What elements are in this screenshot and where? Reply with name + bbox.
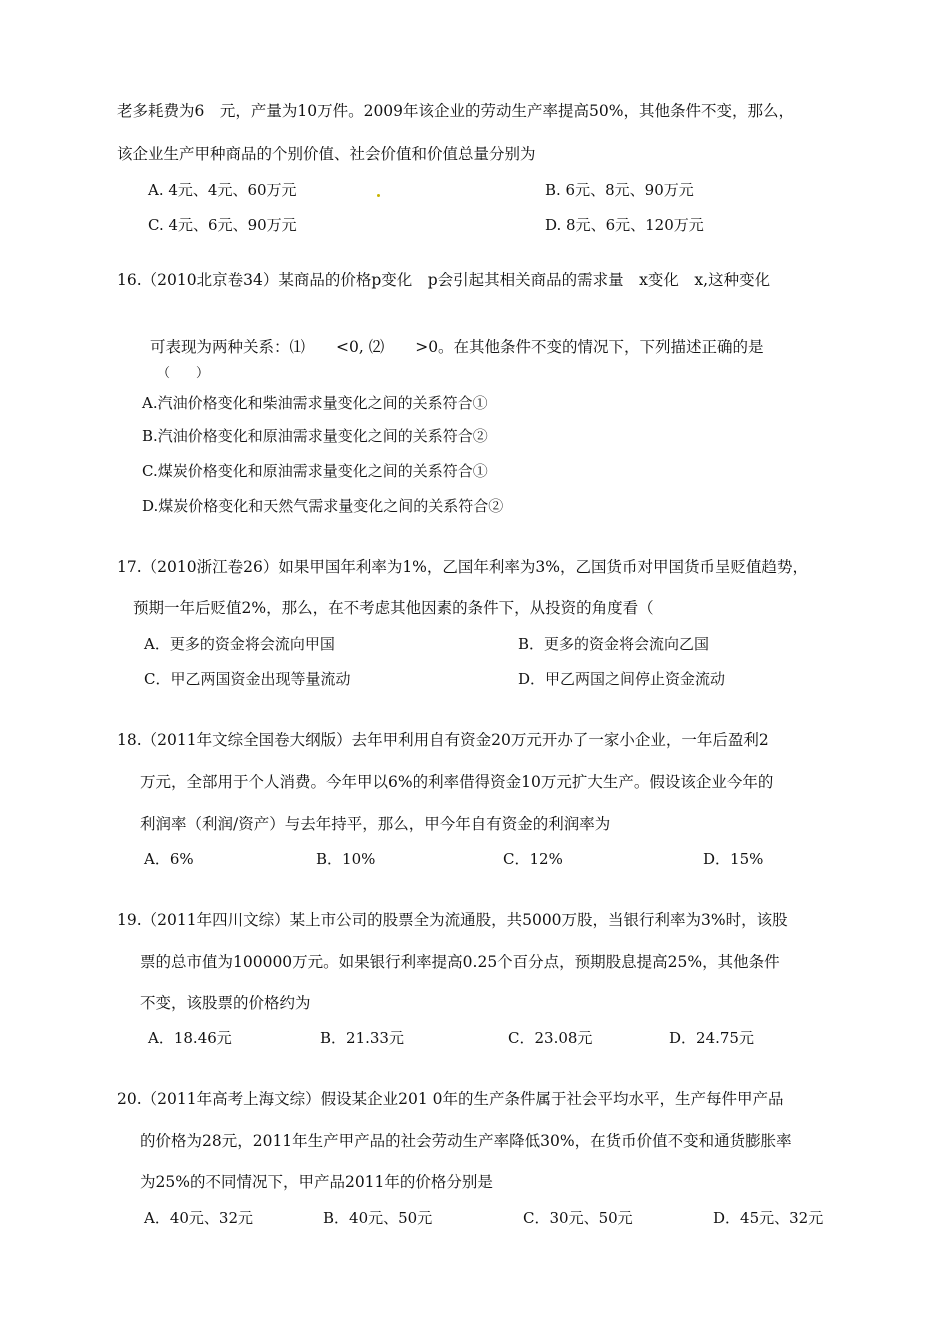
q16-line-1: 16.（2010北京卷34）某商品的价格p变化 p会引起其相关商品的需求量 x变化 x,这种变化	[117, 271, 771, 289]
q20-option-a: A．40元、32元	[144, 1209, 254, 1227]
q18-line-2: 万元，全部用于个人消费。今年甲以6%的利率借得资金10万元扩大生产。假设该企业今年的	[140, 773, 774, 791]
q19-option-b: B．21.33元	[320, 1029, 404, 1047]
q20-option-d: D．45元、32元	[713, 1209, 824, 1227]
q16-option-b: B.汽油价格变化和原油需求量变化之间的关系符合②	[142, 427, 488, 445]
q15-option-c: C. 4元、6元、90万元	[148, 216, 297, 234]
q17-line-2: 预期一年后贬值2%，那么，在不考虑其他因素的条件下，从投资的角度看（	[133, 599, 654, 617]
q19-line-1: 19.（2011年四川文综）某上市公司的股票全为流通股，共5000万股，当银行利率为3%时，该股	[117, 911, 788, 929]
q15-line-1: 老多耗费为6 元，产量为10万件。2009年该企业的劳动生产率提高50%，其他条件不变，那么，	[117, 102, 794, 120]
q18-option-c: C．12%	[503, 850, 563, 868]
q15-line-2: 该企业生产甲种商品的个别价值、社会价值和价值总量分别为	[117, 145, 536, 163]
q18-option-a: A．6%	[144, 850, 194, 868]
q19-option-d: D．24.75元	[669, 1029, 754, 1047]
q19-option-a: A．18.46元	[148, 1029, 232, 1047]
q20-line-2: 的价格为28元，2011年生产甲产品的社会劳动生产率降低30%，在货币价值不变和通货膨胀率	[140, 1132, 792, 1150]
q16-answer-paren: （ ）	[157, 366, 210, 381]
q20-line-1: 20.（2011年高考上海文综）假设某企业201 0年的生产条件属于社会平均水平，生产每件甲产品	[117, 1090, 784, 1108]
q19-line-2: 票的总市值为100000万元。如果银行利率提高0.25个百分点，预期股息提高25%，其他条件	[140, 953, 780, 971]
q17-option-c: C．甲乙两国资金出现等量流动	[144, 670, 351, 688]
q17-line-1: 17.（2010浙江卷26）如果甲国年利率为1%，乙国年利率为3%，乙国货币对甲国货币呈贬值趋势，	[117, 558, 809, 576]
q16-option-d: D.煤炭价格变化和天然气需求量变化之间的关系符合②	[142, 497, 504, 515]
q17-option-a: A．更多的资金将会流向甲国	[144, 635, 335, 653]
q18-line-1: 18.（2011年文综全国卷大纲版）去年甲利用自有资金20万元开办了一家小企业，一年后盈利2	[117, 731, 769, 749]
q16-option-a: A.汽油价格变化和柴油需求量变化之间的关系符合①	[142, 394, 488, 412]
q15-option-a: A. 4元、4元、60万元	[148, 181, 297, 199]
q15-option-b: B. 6元、8元、90万元	[545, 181, 694, 199]
q18-line-3: 利润率（利润/资产）与去年持平，那么，甲今年自有资金的利润率为	[140, 815, 611, 833]
q16-option-c: C.煤炭价格变化和原油需求量变化之间的关系符合①	[142, 462, 488, 480]
q20-option-c: C．30元、50元	[523, 1209, 633, 1227]
q17-option-b: B．更多的资金将会流向乙国	[518, 635, 710, 653]
q20-line-3: 为25%的不同情况下，甲产品2011年的价格分别是	[140, 1173, 493, 1191]
stray-dot	[377, 194, 380, 197]
q17-option-d: D．甲乙两国之间停止资金流动	[518, 670, 726, 688]
q18-option-d: D．15%	[703, 850, 764, 868]
q18-option-b: B．10%	[316, 850, 376, 868]
q19-option-c: C．23.08元	[508, 1029, 593, 1047]
q19-line-3: 不变，该股票的价格约为	[140, 994, 311, 1012]
q15-option-d: D. 8元、6元、120万元	[545, 216, 704, 234]
q20-option-b: B．40元、50元	[323, 1209, 433, 1227]
q16-line-2: 可表现为两种关系：⑴ <0, ⑵ >0。在其他条件不变的情况下，下列描述正确的是	[150, 338, 764, 356]
